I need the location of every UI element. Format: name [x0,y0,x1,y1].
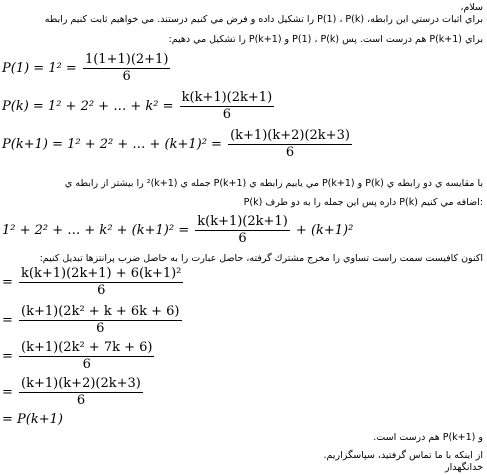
equation-step-1-denominator: 6 [97,283,106,298]
equation-step-1 [2,266,185,299]
equation-p1-lhs: P(1) = 1² = [2,61,77,76]
equation-pk1-numerator: (k+1)(k+2)(2k+3) [230,128,350,143]
conclusion-line: و P(k+1) هم درست است. [373,432,483,443]
equation-sum-numerator: k(k+1)(2k+1) [197,214,288,229]
equation-step-3-numerator: (k+1)(2k² + 7k + 6) [21,340,153,355]
equation-final-text: = P(k+1) [2,412,63,427]
equation-p1-denominator: 6 [122,69,131,84]
greeting-text: سلام، [460,2,483,13]
equation-step-1-fraction [19,266,183,299]
goodbye-line: خدانگهدار [445,462,483,473]
equation-sum-rhs: + (k+1)² [295,223,354,238]
thanks-line: از اينكه با ما تماس گرفتيد، سپاسگزاريم. [323,450,483,461]
equation-pk-denominator: 6 [222,107,232,122]
equation-sum-lhs: 1² + 2² + … + k² + (k+1)² = [2,223,190,238]
equation-pk-fraction [180,90,275,123]
equation-step-2-equals: = [2,313,13,328]
equation-step-4 [2,376,145,409]
equation-step-2-denominator: 6 [96,321,105,336]
intro-line-1: براي اثبات درستي اين رابطه، P(1) ، P(k) را تشكيل داده و فرض مي كنيم درستند. مي خواهيم ثابت كنيم رابطه [44,14,483,25]
equation-step-3-fraction [19,340,154,373]
equation-pk1 [2,128,354,161]
equation-step-1-equals: = [2,275,13,290]
equation-pk [2,90,276,123]
equation-step-2-numerator: (k+1)(2k² + k + 6k + 6) [21,304,180,319]
equation-p1-fraction [83,52,170,85]
equation-p1 [2,52,172,85]
equation-final [2,412,63,428]
equation-step-4-equals: = [2,385,13,400]
equation-step-3-denominator: 6 [82,357,91,372]
equation-step-2-fraction [19,304,181,337]
equation-step-4-numerator: (k+1)(k+2)(2k+3) [21,376,141,391]
equation-step-4-fraction [19,376,143,409]
equation-sum-denominator: 6 [238,231,247,246]
equation-pk1-denominator: 6 [285,145,295,160]
equation-step-1-numerator: k(k+1)(2k+1) + 6(k+1)² [21,266,182,281]
equation-pk-lhs: P(k) = 1² + 2² + … + k² = [2,99,174,114]
equation-p1-numerator: 1(1+1)(2+1) [84,52,169,67]
equation-pk1-lhs: P(k+1) = 1² + 2² + … + (k+1)² = [2,137,222,152]
intro-line-2: براي P(k+1) هم درست است. پس P(1) ، P(k) و P(k+1) را تشكيل مي دهيم: [168,34,483,45]
equation-pk1-fraction [228,128,352,161]
equation-sum [2,214,353,247]
comparison-line-2: P(k) داره پس اين جمله را به دو طرف P(k) اضافه مي كنيم: [243,197,483,208]
equation-step-2 [2,304,184,337]
equation-step-3 [2,340,156,373]
equation-pk-numerator: k(k+1)(2k+1) [181,90,273,105]
simplify-instruction: اكنون كافيست سمت راست تساوي را مخرج مشترك گرفته، حاصل عبارت را به حاصل ضرب پرانتزها تبديل كنيم: [39,253,483,264]
equation-sum-fraction [195,214,290,247]
equation-step-3-equals: = [2,349,13,364]
equation-step-4-denominator: 6 [76,393,86,408]
comparison-line-1: با مقايسه ي دو رابطه ي P(k) و P(k+1) مي يابيم رابطه ي P(k+1) جمله ي (k+1)² را بيشتر از رابطه ي [64,178,483,189]
